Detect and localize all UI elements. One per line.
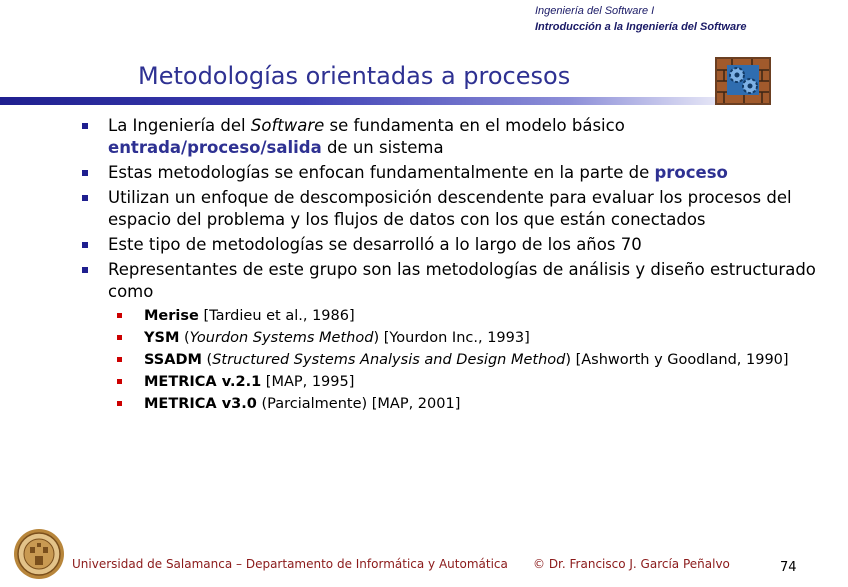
methodology-list [82, 306, 832, 414]
list-item: SSADM (Structured Systems Analysis and Design Method) [Ashworth y Goodland, 1990] [117, 350, 832, 370]
bullet-top-down: Utilizan un enfoque de descomposición descendente para evaluar los procesos del espacio del problema y los flujos de datos con los que están conectados [82, 187, 832, 231]
slide-header [535, 3, 747, 35]
bullet-marker [82, 242, 88, 248]
slide-content [82, 115, 832, 416]
page-number: 74 [780, 560, 797, 575]
sub-bullet-marker [117, 313, 122, 318]
list-item: METRICA v3.0 (Parcialmente) [MAP, 2001] [117, 394, 832, 414]
bullet-marker [82, 267, 88, 273]
slide-title: Metodologías orientadas a procesos [138, 62, 571, 90]
sub-bullet-marker [117, 335, 122, 340]
bullet-io-model: La Ingeniería del Software se fundamenta en el modelo básico entrada/proceso/salida de un sistema [82, 115, 832, 159]
sub-bullet-marker [117, 379, 122, 384]
sub-bullet-marker [117, 401, 122, 406]
subject-name: Introducción a la Ingeniería del Software [535, 21, 747, 33]
bullet-seventies: Este tipo de metodologías se desarrolló a lo largo de los años 70 [82, 234, 832, 256]
brick-gears-icon [714, 56, 772, 106]
sub-bullet-marker [117, 357, 122, 362]
bullet-marker [82, 170, 88, 176]
title-underline [0, 97, 760, 105]
bullet-representatives: Representantes de este grupo son las metodologías de análisis y diseño estructurado como [82, 259, 832, 303]
footer-institution: Universidad de Salamanca – Departamento de Informática y Automática [72, 557, 508, 571]
bullet-marker [82, 123, 88, 129]
university-seal-icon [13, 528, 65, 580]
footer-copyright: © Dr. Francisco J. García Peñalvo [533, 557, 730, 571]
course-name: Ingeniería del Software I [535, 5, 655, 17]
list-item: Merise [Tardieu et al., 1986] [117, 306, 832, 326]
bullet-process-focus: Estas metodologías se enfocan fundamentalmente en la parte de proceso [82, 162, 832, 184]
bullet-marker [82, 195, 88, 201]
list-item: METRICA v.2.1 [MAP, 1995] [117, 372, 832, 392]
list-item: YSM (Yourdon Systems Method) [Yourdon Inc., 1993] [117, 328, 832, 348]
